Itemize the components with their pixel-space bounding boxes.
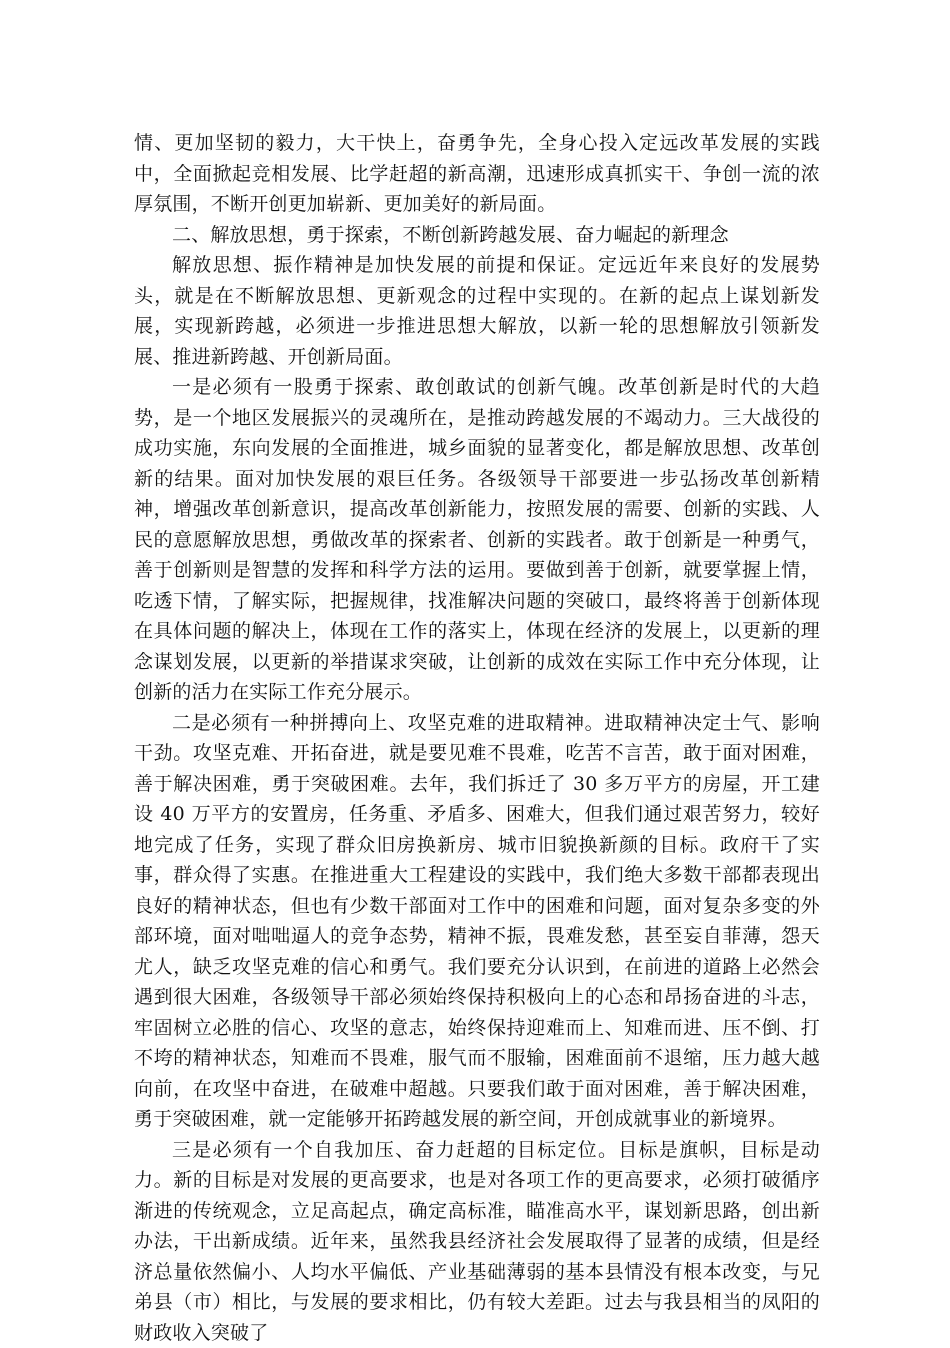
paragraph-point-three: 三是必须有一个自我加压、奋力赶超的目标定位。目标是旗帜，目标是动力。新的目标是对发展的更高要求，也是对各项工作的更高要求，必须打破循序渐进的传统观念，立足高起点，确定高标准，瞄准高水平，谋划新思路，创出新办法，干出新成绩。近年来，虽然我县经济社会发展取得了显著的成绩，但是经济总量依然偏小、人均水平偏低、产业基础薄弱的基本县情没有根本改变，与兄弟县（市）相比，与发展的要求相比，仍有较大差距。过去与我县相当的凤阳的财政收入突破了 (134, 1135, 820, 1348)
paragraph-continuation: 情、更加坚韧的毅力，大干快上，奋勇争先，全身心投入定远改革发展的实践中，全面掀起竞相发展、比学赶超的新高潮，迅速形成真抓实干、争创一流的浓厚氛围，不断开创更加崭新、更加美好的新局面。 (134, 128, 820, 220)
paragraph-point-two: 二是必须有一种拼搏向上、攻坚克难的进取精神。进取精神决定士气、影响干劲。攻坚克难、开拓奋进，就是要见难不畏难，吃苦不言苦，敢于面对困难，善于解决困难，勇于突破困难。去年，我们拆迁了 30 多万平方的房屋，开工建设 40 万平方的安置房，任务重、矛盾多、困难大，但我们通过艰苦努力，较好地完成了任务，实现了群众旧房换新房、城市旧貌换新颜的目标。政府干了实事，群众得了实惠。在推进重大工程建设的实践中，我们绝大多数干部都表现出良好的精神状态，但也有少数干部面对工作中的困难和问题，面对复杂多变的外部环境，面对咄咄逼人的竞争态势，精神不振，畏难发愁，甚至妄自菲薄，怨天尤人，缺乏攻坚克难的信心和勇气。我们要充分认识到，在前进的道路上必然会遇到很大困难，各级领导干部必须始终保持积极向上的心态和昂扬奋进的斗志，牢固树立必胜的信心、攻坚的意志，始终保持迎难而上、知难而进、压不倒、打不垮的精神状态，知难而不畏难，服气而不服输，困难面前不退缩，压力越大越向前，在攻坚中奋进，在破难中超越。只要我们敢于面对困难，善于解决困难，勇于突破困难，就一定能够开拓跨越发展的新空间，开创成就事业的新境界。 (134, 708, 820, 1135)
paragraph-intro: 解放思想、振作精神是加快发展的前提和保证。定远近年来良好的发展势头，就是在不断解放思想、更新观念的过程中实现的。在新的起点上谋划新发展，实现新跨越，必须进一步推进思想大解放，以新一轮的思想解放引领新发展、推进新跨越、开创新局面。 (134, 250, 820, 372)
document-body (134, 128, 820, 1348)
paragraph-point-one: 一是必须有一股勇于探索、敢创敢试的创新气魄。改革创新是时代的大趋势，是一个地区发展振兴的灵魂所在，是推动跨越发展的不竭动力。三大战役的成功实施，东向发展的全面推进，城乡面貌的显著变化，都是解放思想、改革创新的结果。面对加快发展的艰巨任务。各级领导干部要进一步弘扬改革创新精神，增强改革创新意识，提高改革创新能力，按照发展的需要、创新的实践、人民的意愿解放思想，勇做改革的探索者、创新的实践者。敢于创新是一种勇气，善于创新则是智慧的发挥和科学方法的运用。要做到善于创新，就要掌握上情，吃透下情，了解实际，把握规律，找准解决问题的突破口，最终将善于创新体现在具体问题的解决上，体现在工作的落实上，体现在经济的发展上，以更新的理念谋划发展，以更新的举措谋求突破，让创新的成效在实际工作中充分体现，让创新的活力在实际工作充分展示。 (134, 372, 820, 708)
section-heading: 二、解放思想，勇于探索，不断创新跨越发展、奋力崛起的新理念 (134, 220, 820, 251)
